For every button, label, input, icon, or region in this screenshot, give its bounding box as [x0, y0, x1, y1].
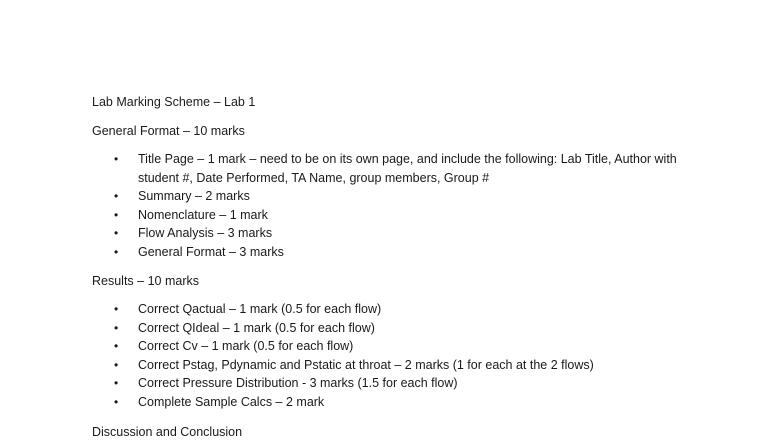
list-item-text: Title Page – 1 mark – need to be on its own page, and include the following: Lab Title, Author with student #, Date Performed, TA Name, group members, Group #: [138, 152, 677, 185]
list-item-text: Complete Sample Calcs – 2 mark: [138, 394, 325, 409]
bullet-icon: •: [114, 339, 119, 354]
list-item-text: Correct Pstag, Pdynamic and Pstatic at throat – 2 marks (1 for each at the 2 flows): [138, 357, 594, 372]
bullet-icon: •: [114, 226, 119, 241]
section-title-results: Results – 10 marks: [92, 274, 199, 288]
list-item-text: Nomenclature – 1 mark: [138, 207, 268, 222]
bullet-icon: •: [114, 394, 119, 409]
list-item: [92, 374, 594, 393]
results-list: [92, 300, 594, 412]
bullet-icon: •: [114, 244, 119, 259]
list-item-text: General Format – 3 marks: [138, 244, 284, 259]
list-item: [92, 300, 594, 319]
section-title-general-format: General Format – 10 marks: [92, 124, 245, 138]
general-format-list: [92, 150, 698, 262]
list-item: [92, 206, 698, 225]
list-item: [92, 150, 698, 187]
list-item-text: Summary – 2 marks: [138, 189, 250, 204]
list-item: [92, 356, 594, 375]
bullet-icon: •: [114, 207, 119, 222]
list-item: [92, 243, 698, 262]
bullet-icon: •: [114, 189, 119, 204]
list-item: [92, 393, 594, 412]
list-item-text: Flow Analysis – 3 marks: [138, 226, 273, 241]
bullet-icon: •: [114, 357, 119, 372]
list-item: [92, 319, 594, 338]
list-item: [92, 337, 594, 356]
bullet-icon: •: [114, 302, 119, 316]
list-item: [92, 187, 698, 206]
list-item-text: Correct QIdeal – 1 mark (0.5 for each flow): [138, 320, 375, 335]
list-item-text: Correct Qactual – 1 mark (0.5 for each flow): [138, 302, 382, 316]
list-item: [92, 224, 698, 243]
list-item-text: Correct Cv – 1 mark (0.5 for each flow): [138, 339, 354, 354]
bullet-icon: •: [114, 320, 119, 335]
bullet-icon: •: [114, 152, 119, 166]
section-title-discussion: Discussion and Conclusion: [92, 425, 243, 439]
bullet-icon: •: [114, 376, 119, 391]
document-heading: Lab Marking Scheme – Lab 1: [92, 95, 256, 109]
list-item-text: Correct Pressure Distribution - 3 marks (1.5 for each flow): [138, 376, 458, 391]
